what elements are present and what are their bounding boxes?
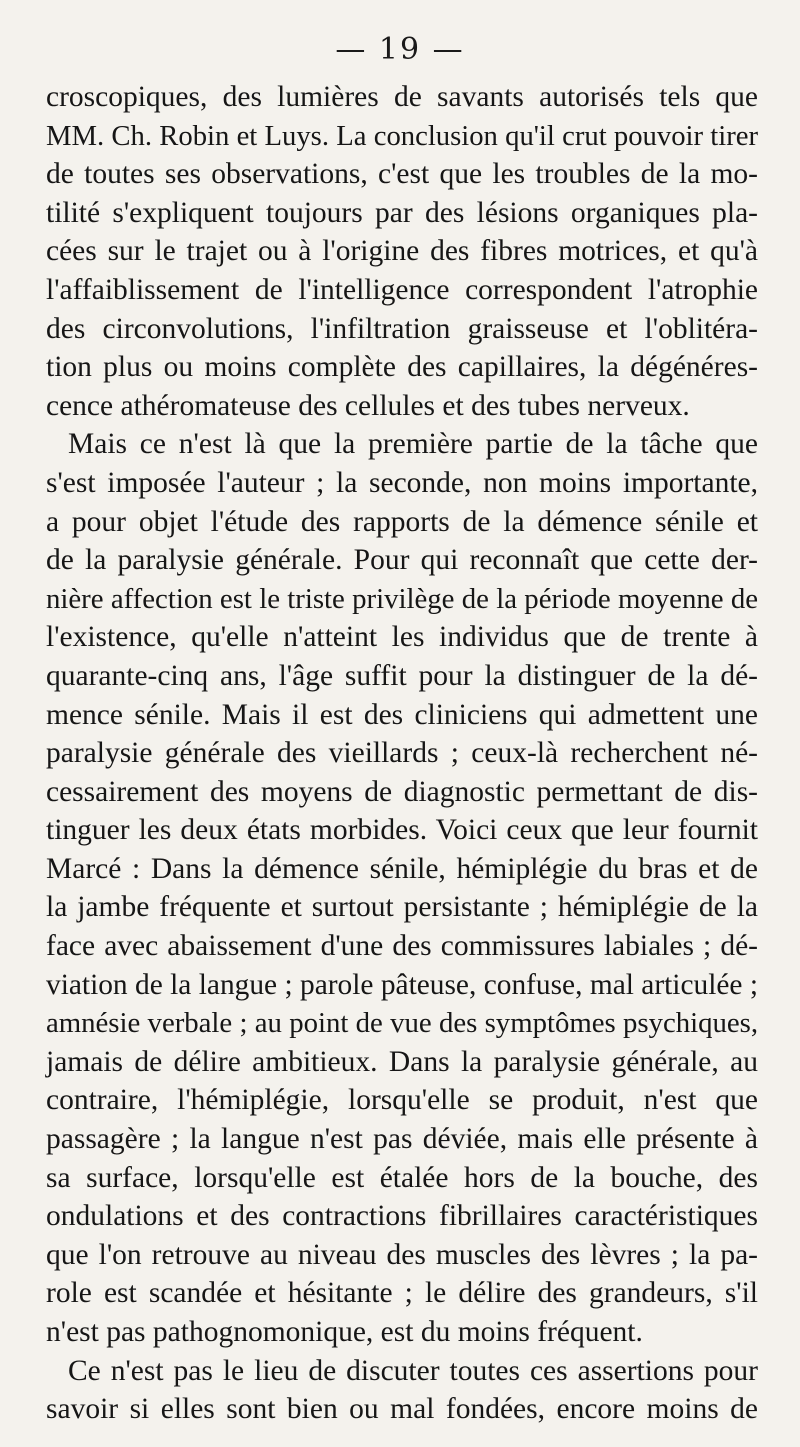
text-line: quarante-cinq ans, l'âge suffit pour la distinguer de la dé- [46,659,758,692]
text-line: role est scandée et hésitante ; le délire des grandeurs, s'il [46,1277,758,1310]
text-line: tilité s'expliquent toujours par des lésions organiques pla- [46,196,758,229]
text-line: jamais de délire ambitieux. Dans la paralysie générale, au [46,1045,758,1078]
text-line: des circonvolutions, l'infiltration graisseuse et l'oblitéra- [46,312,758,345]
text-line: sa surface, lorsqu'elle est étalée hors de la bouche, des [46,1161,758,1194]
text-line: paralysie générale des vieillards ; ceux-là recherchent né- [46,737,758,770]
text-line: la jambe fréquente et surtout persistante ; hémiplégie de la [46,891,758,924]
paragraph-end-line: n'est pas pathognomonique, est du moins fréquent. [46,1316,643,1348]
text-line: tinguer les deux états morbides. Voici ceux que leur fournit [46,814,758,847]
paragraph-end-line: cence athéromateuse des cellules et des tubes nerveux. [46,389,690,422]
text-line: s'est imposée l'auteur ; la seconde, non moins importante, [46,466,758,499]
text-line: de toutes ses observations, c'est que les troubles de la mo- [46,158,758,191]
text-line: cées sur le trajet ou à l'origine des fibres motrices, et qu'à [46,235,758,268]
paragraph-start-line: Mais ce n'est là que la première partie de la tâche que [68,428,758,461]
text-line: savoir si elles sont bien ou mal fondées, encore moins de [46,1393,758,1426]
page-number: — 19 — [335,32,465,67]
text-line: amnésie verbale ; au point de vue des symptômes psychiques, [46,1007,758,1040]
text-line: MM. Ch. Robin et Luys. La conclusion qu'il crut pouvoir tirer [46,119,758,152]
text-line: contraire, l'hémiplégie, lorsqu'elle se produit, n'est que [46,1084,758,1117]
text-line: tion plus ou moins complète des capillaires, la dégénéres- [46,351,758,384]
text-line: viation de la langue ; parole pâteuse, confuse, mal articulée ; [46,968,758,1001]
text-line: passagère ; la langue n'est pas déviée, mais elle présente à [46,1123,758,1156]
paragraph-start-line: Ce n'est pas le lieu de discuter toutes ces assertions pour [68,1354,758,1387]
body-text [46,78,758,1429]
text-line: l'existence, qu'elle n'atteint les individus que de trente à [46,621,758,654]
text-line: Marcé : Dans la démence sénile, hémiplégie du bras et de [46,852,758,885]
text-line: face avec abaissement d'une des commissures labiales ; dé- [46,930,758,963]
text-line: a pour objet l'étude des rapports de la démence sénile et [46,505,758,538]
text-line: cessairement des moyens de diagnostic permettant de dis- [46,775,758,808]
text-line: que l'on retrouve au niveau des muscles des lèvres ; la pa- [46,1238,758,1271]
text-line: croscopiques, des lumières de savants autorisés tels que [46,81,758,113]
text-line: nière affection est le triste privilège de la période moyenne de [46,582,758,615]
text-line: l'affaiblissement de l'intelligence correspondent l'atrophie [46,273,758,306]
text-line: de la paralysie générale. Pour qui reconnaît que cette der- [46,544,758,577]
text-line: ondulations et des contractions fibrillaires caractéristiques [46,1200,758,1233]
text-line: mence sénile. Mais il est des cliniciens qui admettent une [46,698,758,731]
